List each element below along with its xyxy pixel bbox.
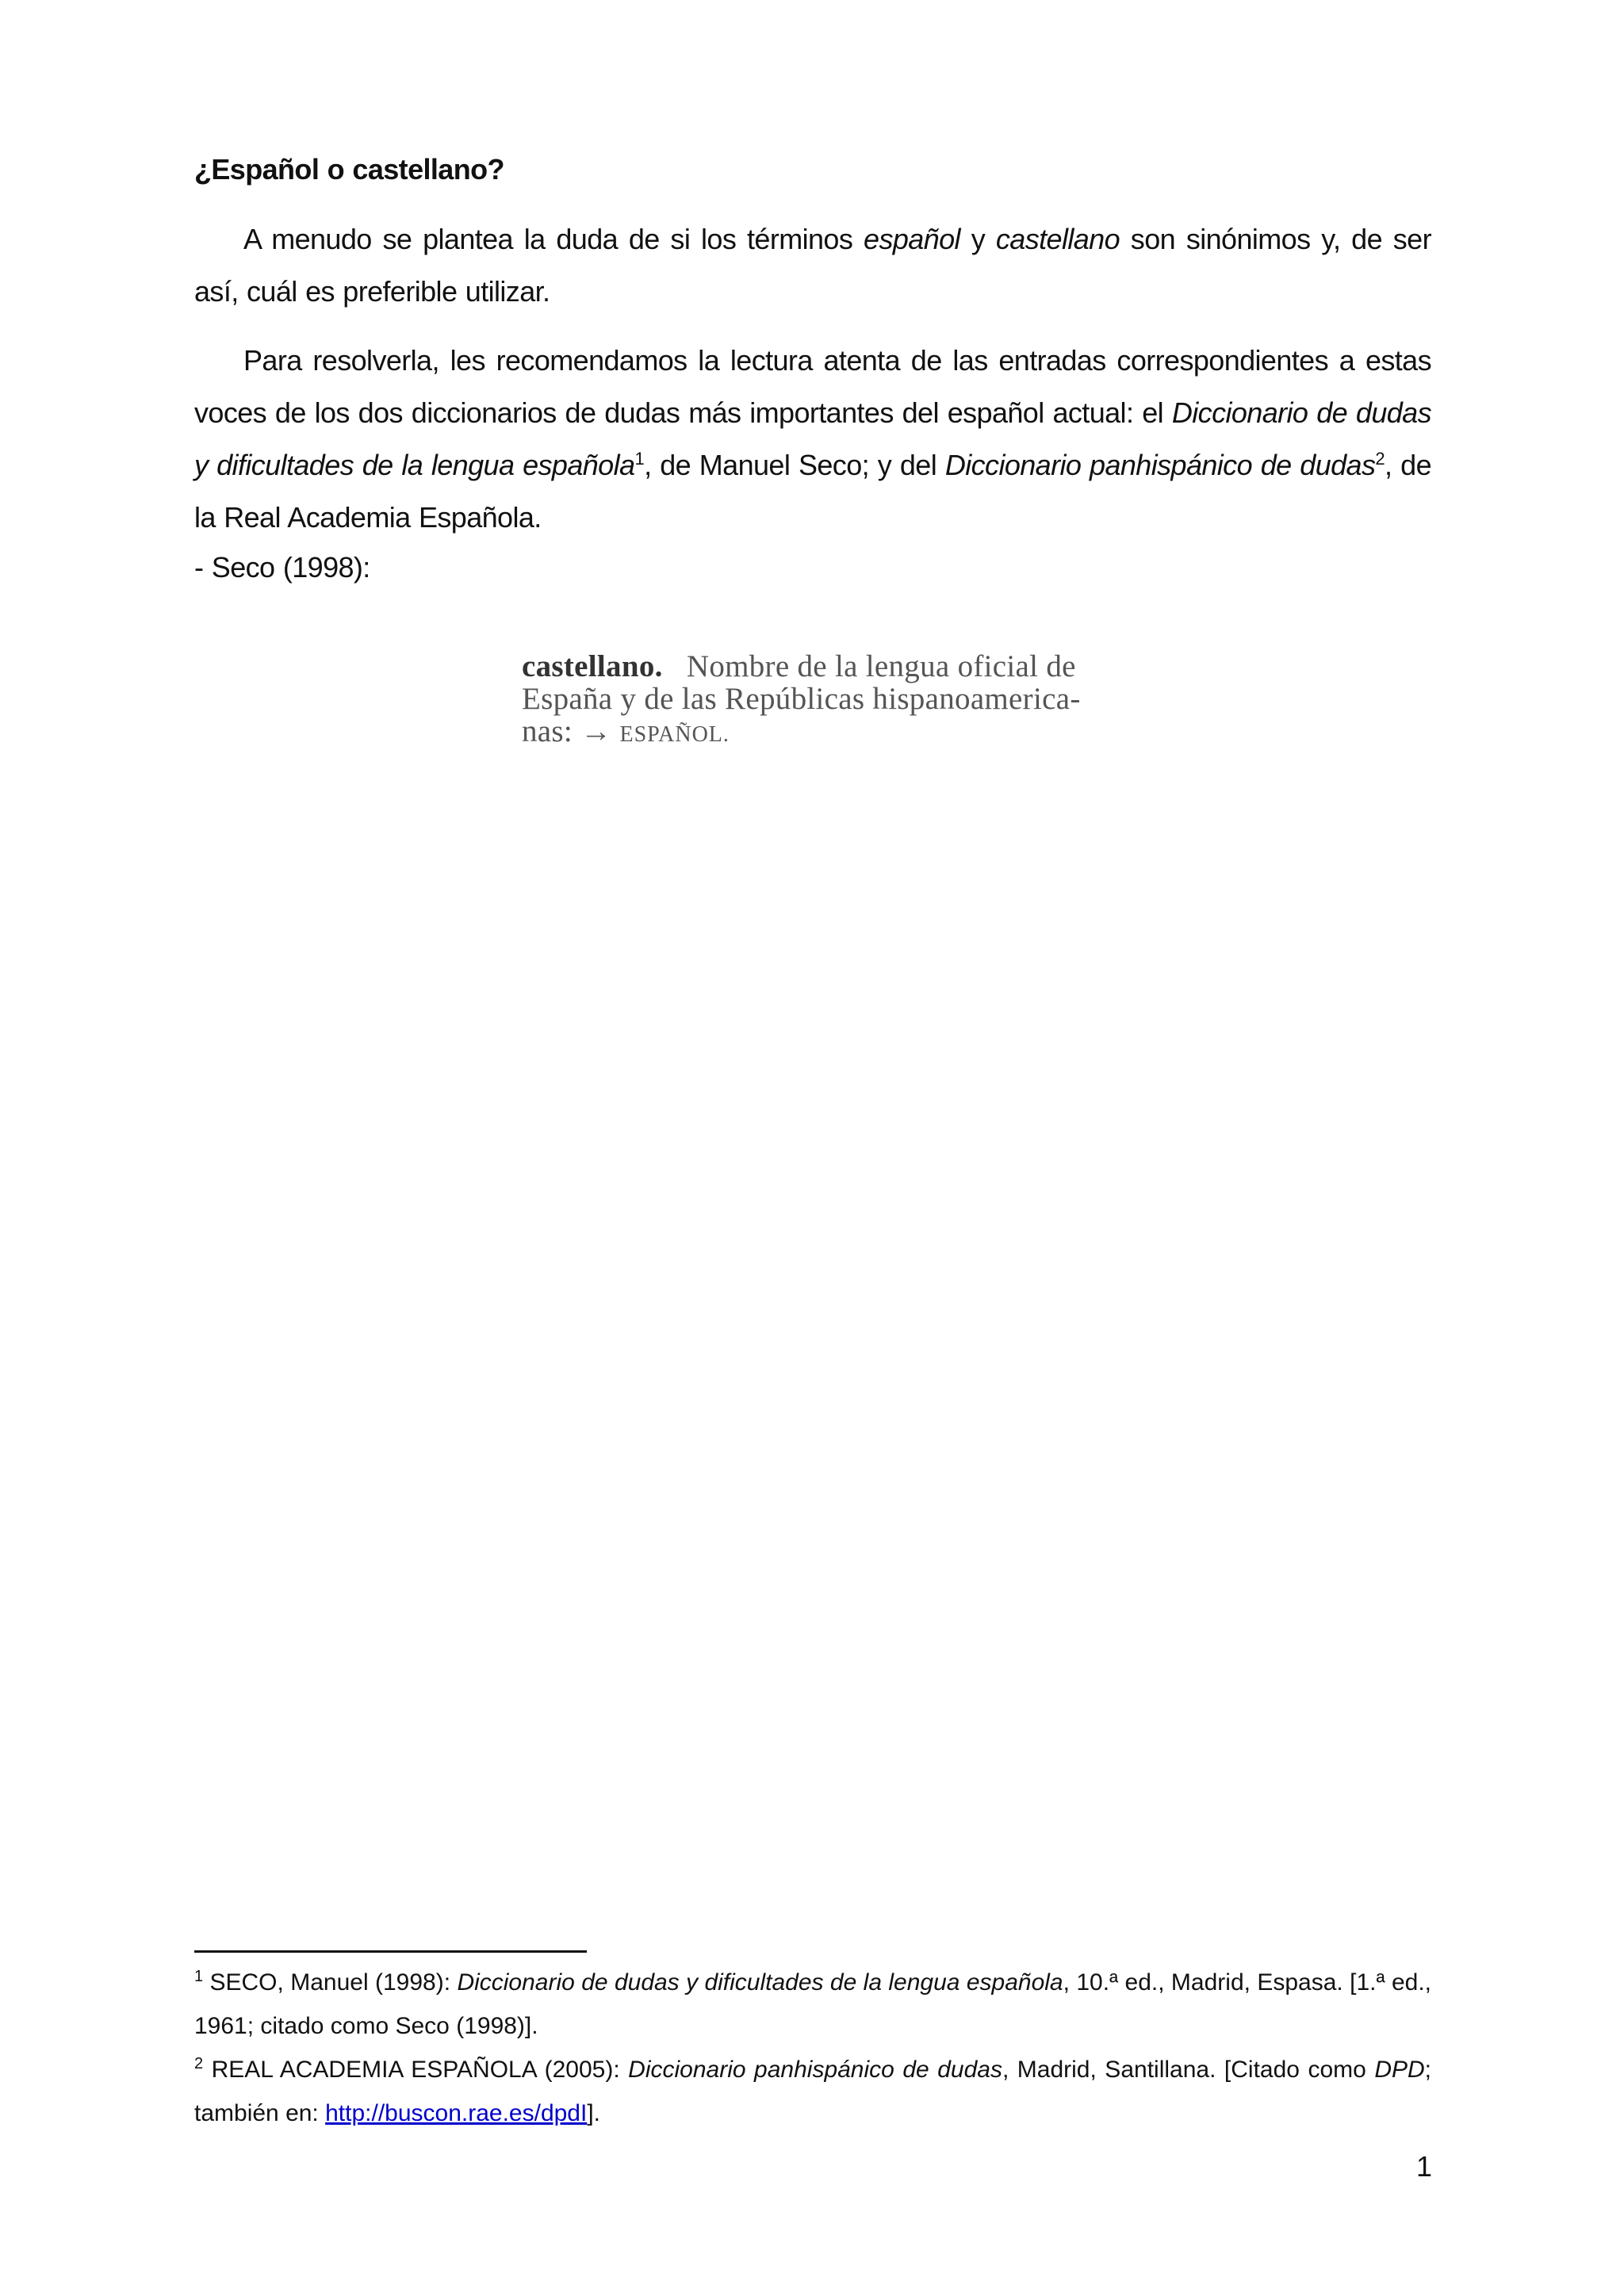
dictionary-entry-image xyxy=(522,650,1124,751)
footnotes xyxy=(194,1961,1431,2135)
footnote-ref-1[interactable]: 1 xyxy=(634,449,645,469)
intro-paragraph xyxy=(194,213,1431,318)
seco-dictionary-title: Diccionario de dudas y dificultades de la lengua española xyxy=(194,396,1432,481)
footnote-ref-2[interactable]: 2 xyxy=(1375,449,1385,469)
entry-crossref: ESPAÑOL. xyxy=(619,722,730,747)
entry-definition: Nombre de la lengua oficial de España y de las Repúblicas hispanoamerica-nas: xyxy=(522,649,1081,748)
footnote-text: ; también en: xyxy=(194,2057,1431,2126)
seco-section-label: - Seco (1998): xyxy=(194,551,370,584)
page-number: 1 xyxy=(1415,2150,1432,2183)
footnote-number: 2 xyxy=(194,2055,204,2072)
dpd-link[interactable]: http://buscon.rae.es/dpdI xyxy=(325,2100,588,2126)
recommendation-text-1: Para resolverla, les recomendamos la lectura atenta de las entradas correspondientes a estas voces de los dos diccionarios de dudas más importantes del español actual: el xyxy=(194,344,1431,429)
term-espanol: español xyxy=(864,223,960,255)
footnote-text: , Madrid, Santillana. [Citado como xyxy=(1002,2057,1375,2083)
recommendation-text-3: , de la Real Academia Española. xyxy=(194,449,1432,534)
intro-text-3: son sinónimos y, de ser así, cuál es preferible utilizar. xyxy=(194,223,1431,308)
arrow-icon: → xyxy=(580,714,612,748)
recommendation-paragraph xyxy=(194,335,1431,544)
entry-headword: castellano. xyxy=(522,649,663,683)
footnote-text: ]. xyxy=(587,2100,601,2126)
footnote-text: REAL ACADEMIA ESPAÑOLA (2005): xyxy=(203,2057,629,2083)
footnote-text: SECO, Manuel (1998): xyxy=(203,1969,458,1996)
footnote-abbreviation: DPD xyxy=(1374,2057,1425,2083)
footnote-text: , 10.ª ed., Madrid, Espasa. [1.ª ed., 1961; citado como Seco (1998)]. xyxy=(194,1969,1431,2039)
intro-text-1: A menudo se plantea la duda de si los términos xyxy=(243,223,864,255)
footnote-number: 1 xyxy=(194,1968,204,1985)
intro-text-2: y xyxy=(959,223,996,255)
footnote-1 xyxy=(194,1961,1431,2048)
dpd-title: Diccionario panhispánico de dudas xyxy=(944,449,1376,481)
recommendation-text-2: , de Manuel Seco; y del xyxy=(644,449,945,481)
term-castellano: castellano xyxy=(995,223,1120,255)
footnote-title: Diccionario de dudas y dificultades de la lengua española xyxy=(457,1969,1063,1996)
footnote-title: Diccionario panhispánico de dudas xyxy=(628,2057,1002,2083)
footnote-divider xyxy=(194,1950,587,1953)
footnote-2 xyxy=(194,2048,1431,2135)
page-title: ¿Español o castellano? xyxy=(194,153,504,186)
